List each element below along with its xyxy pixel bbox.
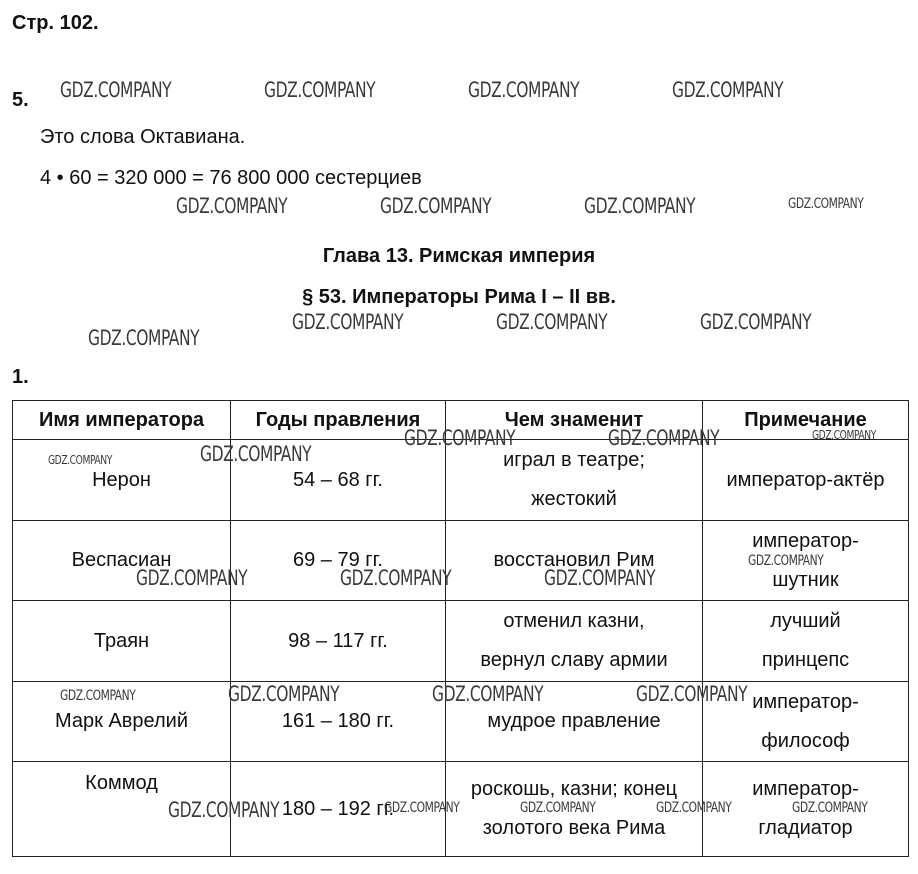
watermark: GDZ.COMPANY bbox=[468, 78, 580, 102]
cell-years: 161 – 180 гг. bbox=[231, 681, 446, 762]
fame-line: мудрое правление bbox=[487, 710, 661, 733]
task5-line1: Это слова Октавиана. bbox=[40, 126, 246, 148]
cell-name: Траян bbox=[13, 601, 231, 682]
watermark: GDZ.COMPANY bbox=[432, 682, 544, 706]
watermark: GDZ.COMPANY bbox=[60, 688, 136, 704]
note-line: император- bbox=[752, 529, 859, 552]
watermark: GDZ.COMPANY bbox=[60, 78, 172, 102]
watermark: GDZ.COMPANY bbox=[672, 78, 784, 102]
watermark: GDZ.COMPANY bbox=[636, 682, 748, 706]
note-line: император- bbox=[752, 690, 859, 713]
cell-fame bbox=[446, 601, 703, 682]
watermark: GDZ.COMPANY bbox=[520, 800, 596, 816]
task1-number: 1. bbox=[12, 366, 29, 388]
fame-line: отменил казни, bbox=[503, 610, 645, 633]
header-name: Имя императора bbox=[13, 401, 231, 440]
table-row bbox=[13, 440, 909, 521]
watermark: GDZ.COMPANY bbox=[404, 426, 516, 450]
task5-line2: 4 • 60 = 320 000 = 76 800 000 сестерциев bbox=[40, 167, 422, 189]
note-line: философ bbox=[761, 729, 850, 752]
fame-line: восстановил Рим bbox=[493, 549, 655, 572]
cell-fame bbox=[446, 440, 703, 521]
fame-line: жестокий bbox=[531, 488, 617, 510]
header-note: Примечание bbox=[703, 401, 909, 440]
watermark: GDZ.COMPANY bbox=[788, 196, 864, 212]
cell-name: Марк Аврелий bbox=[13, 681, 231, 762]
watermark: GDZ.COMPANY bbox=[88, 326, 200, 350]
cell-note bbox=[703, 440, 909, 521]
fame-line: вернул славу армии bbox=[480, 649, 668, 672]
watermark: GDZ.COMPANY bbox=[544, 566, 656, 590]
fame-line: золотого века Рима bbox=[482, 817, 666, 840]
note-line: император-актёр bbox=[726, 468, 885, 491]
fame-line: играл в театре; bbox=[503, 449, 645, 471]
cell-years: 98 – 117 гг. bbox=[231, 601, 446, 682]
task5-number: 5. bbox=[12, 89, 29, 111]
watermark: GDZ.COMPANY bbox=[384, 800, 460, 816]
cell-years: 69 – 79 гг. bbox=[231, 520, 446, 601]
watermark: GDZ.COMPANY bbox=[812, 428, 876, 442]
emperors-table bbox=[12, 400, 909, 857]
note-line: гладиатор bbox=[758, 817, 853, 840]
note-line: шутник bbox=[772, 568, 839, 591]
header-years: Годы правления bbox=[231, 401, 446, 440]
cell-years: 180 – 192 гг. bbox=[231, 762, 446, 857]
watermark: GDZ.COMPANY bbox=[656, 800, 732, 816]
watermark: GDZ.COMPANY bbox=[340, 566, 452, 590]
watermark: GDZ.COMPANY bbox=[584, 194, 696, 218]
header-fame: Чем знаменит bbox=[446, 401, 703, 440]
watermark: GDZ.COMPANY bbox=[200, 442, 312, 466]
table-row bbox=[13, 601, 909, 682]
fame-line: роскошь, казни; конец bbox=[470, 778, 678, 801]
cell-name: Нерон bbox=[13, 440, 231, 521]
watermark: GDZ.COMPANY bbox=[792, 800, 868, 816]
watermark: GDZ.COMPANY bbox=[168, 798, 280, 822]
note-line: император- bbox=[752, 778, 859, 801]
watermark: GDZ.COMPANY bbox=[380, 194, 492, 218]
watermark: GDZ.COMPANY bbox=[48, 453, 112, 467]
note-line: принцепс bbox=[761, 649, 850, 672]
cell-note bbox=[703, 601, 909, 682]
chapter-title: Глава 13. Римская империя bbox=[322, 245, 596, 267]
note-line: лучший bbox=[770, 610, 841, 633]
watermark: GDZ.COMPANY bbox=[700, 310, 812, 334]
cell-years: 54 – 68 гг. bbox=[231, 440, 446, 521]
table-row bbox=[13, 762, 909, 857]
section-title: § 53. Императоры Рима I – II вв. bbox=[302, 286, 616, 308]
watermark: GDZ.COMPANY bbox=[292, 310, 404, 334]
watermark: GDZ.COMPANY bbox=[748, 553, 824, 569]
watermark: GDZ.COMPANY bbox=[608, 426, 720, 450]
watermark: GDZ.COMPANY bbox=[496, 310, 608, 334]
page-title: Стр. 102. bbox=[12, 12, 99, 34]
watermark: GDZ.COMPANY bbox=[176, 194, 288, 218]
cell-name: Веспасиан bbox=[13, 520, 231, 601]
watermark: GDZ.COMPANY bbox=[228, 682, 340, 706]
watermark: GDZ.COMPANY bbox=[136, 566, 248, 590]
watermark: GDZ.COMPANY bbox=[264, 78, 376, 102]
cell-name: Коммод bbox=[13, 762, 231, 857]
